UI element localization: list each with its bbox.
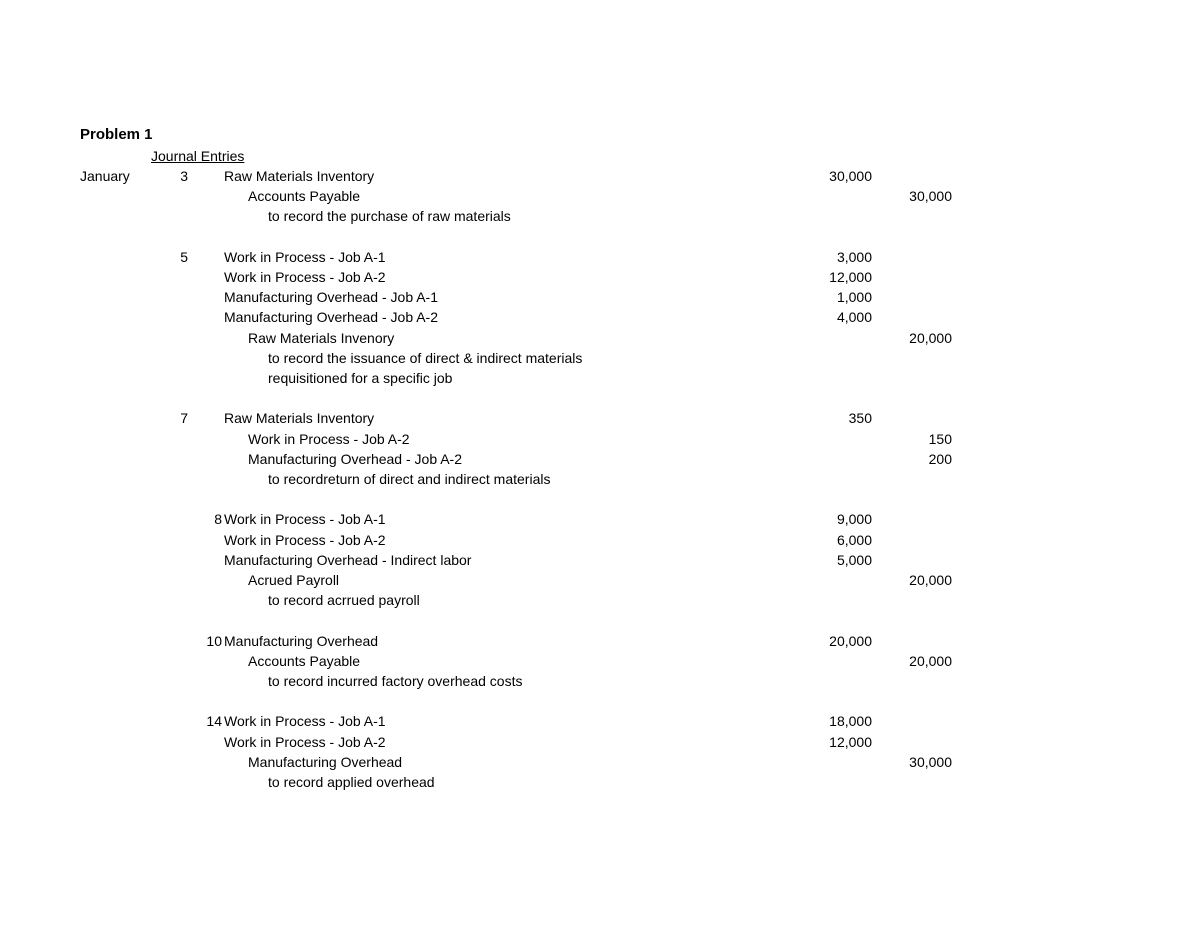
journal-line — [0, 631, 1200, 651]
entry-description: to record incurred factory overhead costs — [268, 673, 523, 689]
account-name: Accounts Payable — [248, 188, 361, 205]
journal-line — [0, 530, 1200, 550]
account-name: Work in Process - Job A-1 — [224, 511, 386, 528]
journal-line — [0, 732, 1200, 752]
journal-line — [0, 348, 1200, 368]
account-name: Manufacturing Overhead - Indirect labor — [224, 551, 472, 568]
entry-day: 14 — [206, 713, 222, 730]
debit-amount: 20,000 — [829, 632, 872, 649]
account-name: Raw Materials Inventory — [224, 168, 375, 184]
account-name: Work in Process - Job A-2 — [224, 269, 386, 285]
entry-description: to recordreturn of direct and indirect materials — [268, 471, 551, 487]
journal-line — [0, 509, 1200, 529]
journal-line — [0, 752, 1200, 772]
entry-day: 3 — [180, 168, 188, 184]
account-name: Work in Process - Job A-2 — [224, 531, 386, 548]
account-name: Raw Materials Inventory — [224, 410, 375, 427]
entry-day: 5 — [180, 248, 188, 265]
journal-line — [0, 368, 1200, 388]
problem-title: Problem 1 — [80, 126, 153, 143]
journal-line — [0, 328, 1200, 348]
journal-line — [0, 651, 1200, 671]
account-name: Work in Process - Job A-1 — [224, 248, 386, 265]
account-name: Manufacturing Overhead - Job A-2 — [248, 450, 463, 467]
account-name: Work in Process - Job A-2 — [248, 430, 410, 447]
credit-amount: 20,000 — [909, 652, 952, 669]
entry-description: requisitioned for a specific job — [268, 370, 453, 386]
journal-line — [0, 449, 1200, 469]
journal-line — [0, 287, 1200, 307]
journal-line — [0, 206, 1200, 226]
entry-day: 7 — [180, 410, 188, 427]
entry-description: to record the purchase of raw materials — [268, 208, 511, 225]
debit-amount: 1,000 — [836, 289, 872, 306]
debit-amount: 5,000 — [836, 551, 872, 568]
debit-amount: 4,000 — [836, 309, 872, 326]
journal-line — [0, 550, 1200, 570]
account-name: Work in Process - Job A-2 — [224, 733, 386, 750]
debit-amount: 12,000 — [829, 269, 872, 285]
credit-amount: 150 — [928, 430, 952, 447]
account-name: Work in Process - Job A-1 — [224, 713, 386, 730]
entry-day: 8 — [214, 511, 222, 528]
debit-amount: 18,000 — [829, 713, 872, 730]
journal-line — [0, 307, 1200, 327]
journal-line — [0, 469, 1200, 489]
account-name: Manufacturing Overhead - Job A-1 — [224, 289, 439, 306]
journal-line — [0, 570, 1200, 590]
debit-amount: 30,000 — [829, 168, 872, 184]
account-name: Acrued Payroll — [248, 572, 340, 588]
credit-amount: 20,000 — [909, 329, 952, 346]
account-name: Manufacturing Overhead - Job A-2 — [224, 309, 439, 326]
journal-entries-heading: Journal Entries — [151, 148, 245, 164]
journal-line — [0, 267, 1200, 287]
journal-line — [0, 772, 1200, 792]
month-label: January — [80, 168, 130, 184]
journal-line — [0, 711, 1200, 731]
entry-description: to record acrrued payroll — [268, 592, 420, 609]
entry-day: 10 — [206, 632, 222, 649]
journal-line — [0, 166, 1200, 186]
account-name: Manufacturing Overhead — [224, 632, 379, 649]
debit-amount: 6,000 — [836, 531, 872, 548]
credit-amount: 200 — [928, 450, 952, 467]
debit-amount: 12,000 — [829, 733, 872, 750]
entry-description: to record the issuance of direct & indirect materials — [268, 349, 583, 366]
journal-line — [0, 186, 1200, 206]
credit-amount: 20,000 — [909, 572, 952, 588]
credit-amount: 30,000 — [909, 753, 952, 770]
journal-line — [0, 429, 1200, 449]
debit-amount: 3,000 — [836, 248, 872, 265]
journal-line — [0, 590, 1200, 610]
journal-line — [0, 671, 1200, 691]
debit-amount: 9,000 — [836, 511, 872, 528]
account-name: Raw Materials Invenory — [248, 329, 395, 346]
credit-amount: 30,000 — [909, 188, 952, 205]
debit-amount: 350 — [848, 410, 872, 427]
journal-line — [0, 408, 1200, 428]
entry-description: to record applied overhead — [268, 774, 435, 790]
account-name: Manufacturing Overhead — [248, 753, 403, 770]
account-name: Accounts Payable — [248, 652, 361, 669]
journal-line — [0, 247, 1200, 267]
